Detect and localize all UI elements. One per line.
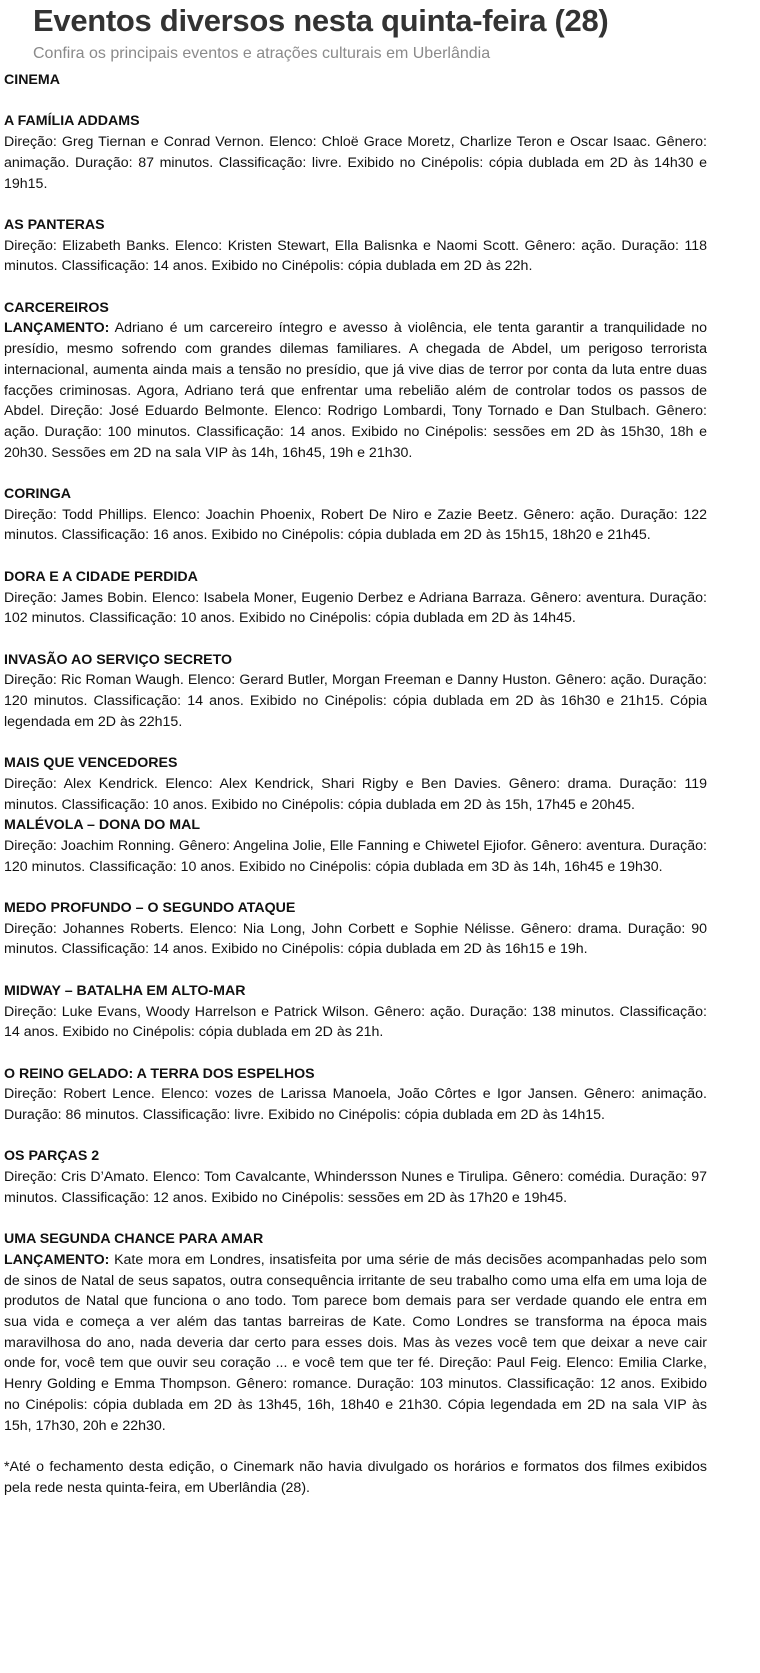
movie-details: Direção: Robert Lence. Elenco: vozes de Larissa Manoela, João Côrtes e Igor Jansen. Gênero: animação. Duração: 86 minutos. Classificação: livre. Exibido no Cinépolis: cópia dublada em 2D às 14h15. (4, 1086, 707, 1123)
article-body (0, 70, 711, 1498)
movie-title: DORA E A CIDADE PERDIDA (4, 568, 198, 585)
movie-details: Kate mora em Londres, insatisfeita por uma série de más decisões acompanhadas pelo som de sinos de Natal de seus sapatos, outra consequência irritante de seu trabalho como uma elfa em uma loja de produtos de Natal que funciona o ano todo. Tom parece bom demais para ser verdade quando ele entra em sua vida e começa a ver além das tantas barreiras de Kate. Como Londres se transforma na época mais maravilhosa do ano, nada deveria dar certo para esses dois. Mas às vezes você tem que deixar a neve cair onde for, você tem que ouvir seu coração ... e você tem que ter fé. Direção: Paul Feig. Elenco: Emilia Clarke, Henry Golding e Emma Thompson. Gênero: romance. Duração: 103 minutos. Classificação: 12 anos. Exibido no Cinépolis: cópia dublada em 2D às 13h45, 16h, 18h40 e 21h30. Cópia legendada em 2D na sala VIP às 15h, 17h30, 20h e 22h30. (4, 1251, 707, 1434)
movie-title: UMA SEGUNDA CHANCE PARA AMAR (4, 1231, 264, 1248)
movie-entry (4, 815, 707, 877)
movie-details: Direção: Greg Tiernan e Conrad Vernon. Elenco: Chloë Grace Moretz, Charlize Teron e Oscar Isaac. Gênero: animação. Duração: 87 minutos. Classificação: livre. Exibido no Cinépolis: cópia dublada em 2D às 14h30 e 19h15. (4, 134, 707, 192)
movie-entry (4, 111, 707, 194)
footnote: *Até o fechamento desta edição, o Cinemark não havia divulgado os horários e formatos dos filmes exibidos pela rede nesta quinta-feira, em Uberlândia (28). (4, 1458, 707, 1496)
movie-title: OS PARÇAS 2 (4, 1148, 100, 1165)
movie-details: Direção: Elizabeth Banks. Elenco: Kristen Stewart, Ella Balisnka e Naomi Scott. Gênero: ação. Duração: 118 minutos. Classificação: 14 anos. Exibido no Cinépolis: cópia dublada em 2D às 22h. (4, 237, 707, 275)
release-label: LANÇAMENTO: (4, 1251, 110, 1268)
movie-details: Direção: James Bobin. Elenco: Isabela Moner, Eugenio Derbez e Adriana Barraza. Gênero: aventura. Duração: 102 minutos. Classificação: 10 anos. Exibido no Cinépolis: cópia dublada em 2D às 14h45. (4, 589, 707, 627)
movie-title: A FAMÍLIA ADDAMS (4, 113, 140, 130)
movie-entry (4, 1064, 707, 1126)
movie-title: INVASÃO AO SERVIÇO SECRETO (4, 651, 233, 668)
movie-title: MEDO PROFUNDO – O SEGUNDO ATAQUE (4, 900, 296, 916)
movie-title: CARCEREIROS (4, 299, 109, 316)
movie-title: MAIS QUE VENCEDORES (4, 755, 178, 772)
movie-details: Adriano é um carcereiro íntegro e avesso à violência, ele tenta garantir a tranquilidade no presídio, mesmo sofrendo com grandes dilemas familiares. A chegada de Abdel, um perigoso terrorista internacional, aumenta ainda mais a tensão no presídio, que já vive dias de terror por conta da luta entre duas facções criminosas. Agora, Adriano terá que enfrentar uma rebelião além de controlar todos os passos de Abdel. Direção: José Eduardo Belmonte. Elenco: Rodrigo Lombardi, Tony Tornado e Dan Stulbach. Gênero: ação. Duração: 100 minutos. Classificação: 14 anos. Exibido no Cinépolis: sessões em 2D às 15h30, 18h e 20h30. Sessões em 2D na sala VIP às 14h, 16h45, 19h e 21h30. (4, 320, 707, 461)
movie-details: Direção: Cris D’Amato. Elenco: Tom Cavalcante, Whindersson Nunes e Tirulipa. Gênero: comédia. Duração: 97 minutos. Classificação: 12 anos. Exibido no Cinépolis: sessões em 2D às 17h20 e 19h45. (4, 1169, 707, 1206)
movie-title: MALÉVOLA – DONA DO MAL (4, 817, 200, 834)
movie-title: CORINGA (4, 486, 71, 502)
movie-entry (4, 981, 707, 1043)
movie-title: O REINO GELADO: A TERRA DOS ESPELHOS (4, 1065, 315, 1082)
movie-entry (4, 1229, 707, 1436)
movie-title: MIDWAY – BATALHA EM ALTO-MAR (4, 982, 246, 999)
release-label: LANÇAMENTO: (4, 320, 110, 337)
movie-entry (4, 753, 707, 815)
movie-entry (4, 650, 707, 733)
movie-details: Direção: Luke Evans, Woody Harrelson e Patrick Wilson. Gênero: ação. Duração: 138 minutos. Classificação: 14 anos. Exibido no Cinépolis: cópia dublada em 2D às 21h. (4, 1003, 707, 1041)
movie-entry (4, 1146, 707, 1208)
movie-entry (4, 215, 707, 277)
movie-details: Direção: Johannes Roberts. Elenco: Nia Long, John Corbett e Sophie Nélisse. Gênero: drama. Duração: 90 minutos. Classificação: 14 anos. Exibido no Cinépolis: cópia dublada em 2D às 16h15 e 19h. (4, 920, 707, 958)
movie-entry (4, 484, 707, 546)
movie-details: Direção: Joachim Ronning. Gênero: Angelina Jolie, Elle Fanning e Chiwetel Ejiofor. Gênero: aventura. Duração: 120 minutos. Classificação: 10 anos. Exibido no Cinépolis: cópia dublada em 3D às 14h, 16h45 e 19h30. (4, 837, 707, 875)
movie-entry (4, 567, 707, 629)
movie-title: AS PANTERAS (4, 216, 105, 233)
movie-list (4, 111, 707, 1436)
page-title: Eventos diversos nesta quinta-feira (28) (33, 3, 609, 38)
section-heading: CINEMA (4, 72, 60, 88)
page-subtitle: Confira os principais eventos e atrações culturais em Uberlândia (33, 45, 491, 62)
movie-details: Direção: Todd Phillips. Elenco: Joachin Phoenix, Robert De Niro e Zazie Beetz. Gênero: ação. Duração: 122 minutos. Classificação: 16 anos. Exibido no Cinépolis: cópia dublada em 2D às 15h15, 18h20 e 21h45. (4, 506, 707, 544)
movie-entry (4, 298, 707, 464)
movie-details: Direção: Alex Kendrick. Elenco: Alex Kendrick, Shari Rigby e Ben Davies. Gênero: drama. Duração: 119 minutos. Classificação: 10 anos. Exibido no Cinépolis: cópia dublada em 2D às 15h, 17h45 e 20h45. (4, 775, 707, 813)
movie-entry (4, 898, 707, 960)
movie-details: Direção: Ric Roman Waugh. Elenco: Gerard Butler, Morgan Freeman e Danny Huston. Gênero: ação. Duração: 120 minutos. Classificação: 14 anos. Exibido no Cinépolis: cópia dublada em 2D às 16h30 e 21h15. Cópia legendada em 2D às 22h15. (4, 672, 707, 730)
